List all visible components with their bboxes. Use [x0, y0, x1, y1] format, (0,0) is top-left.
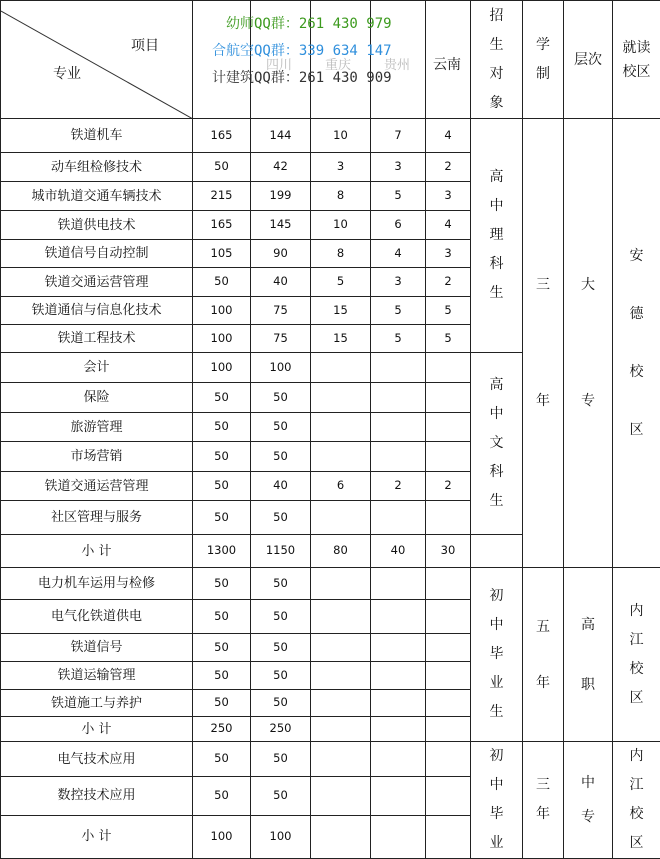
plan-total: 50: [193, 413, 251, 442]
plan-total: 100: [193, 297, 251, 325]
quota-value: 5: [371, 182, 426, 211]
quota-value: 50: [251, 600, 311, 634]
quota-value: [426, 413, 471, 442]
quota-value: [311, 568, 371, 600]
plan-total: 250: [193, 717, 251, 742]
quota-value: 2: [426, 472, 471, 501]
quota-value: [311, 662, 371, 690]
major-name: 保险: [1, 383, 193, 413]
quota-value: [311, 690, 371, 717]
target-cell: 初中毕业生: [471, 568, 523, 742]
diagonal-header-cell: [1, 1, 193, 119]
quota-value: [371, 568, 426, 600]
quota-value: 50: [251, 442, 311, 472]
quota-value: 100: [251, 353, 311, 383]
watermark-line-1: 幼师QQ群：261 430 979: [226, 13, 392, 33]
quota-value: 100: [251, 815, 311, 858]
quota-value: 2: [426, 268, 471, 297]
plan-total: 100: [193, 815, 251, 858]
quota-value: 90: [251, 240, 311, 268]
major-name: 数控技术应用: [1, 777, 193, 815]
quota-value: 199: [251, 182, 311, 211]
header-province-sichuan: 四川: [266, 54, 292, 73]
plan-total: 50: [193, 501, 251, 535]
quota-value: [371, 742, 426, 777]
major-name: 旅游管理: [1, 413, 193, 442]
quota-value: [371, 600, 426, 634]
target-cell: 初中毕业: [471, 742, 523, 859]
header-target: 招生对象: [471, 1, 523, 119]
major-name: 电力机车运用与检修: [1, 568, 193, 600]
quota-value: 75: [251, 297, 311, 325]
quota-value: [311, 634, 371, 662]
watermark-line-3: 计建筑QQ群：261 430 909: [212, 67, 392, 87]
quota-value: [371, 777, 426, 815]
quota-value: [426, 383, 471, 413]
item-label: 项目: [131, 39, 159, 53]
duration-cell: 三年: [523, 742, 564, 859]
quota-value: [426, 717, 471, 742]
plan-total: 165: [193, 119, 251, 153]
major-name: 社区管理与服务: [1, 501, 193, 535]
plan-total: 215: [193, 182, 251, 211]
plan-total: 50: [193, 690, 251, 717]
quota-value: [311, 501, 371, 535]
quota-value: 50: [251, 690, 311, 717]
header-level: 层次: [564, 1, 613, 119]
quota-value: 50: [251, 777, 311, 815]
quota-value: [311, 777, 371, 815]
major-name: 铁道施工与养护: [1, 690, 193, 717]
target-cell-empty: [471, 535, 523, 568]
major-name: 铁道交通运营管理: [1, 268, 193, 297]
quota-value: 4: [426, 211, 471, 240]
quota-value: 50: [251, 501, 311, 535]
quota-value: 3: [371, 268, 426, 297]
quota-value: 6: [371, 211, 426, 240]
quota-value: [311, 413, 371, 442]
table-row: [1, 568, 660, 600]
quota-value: 3: [426, 240, 471, 268]
quota-value: [311, 442, 371, 472]
level-cell: 高职: [564, 568, 613, 742]
level-cell: 中专: [564, 742, 613, 859]
quota-value: [426, 777, 471, 815]
duration-cell: 三年: [523, 119, 564, 568]
quota-value: [311, 815, 371, 858]
quota-value: [311, 717, 371, 742]
header-province-chongqing: 重庆: [325, 54, 351, 73]
major-name: 铁道信号: [1, 634, 193, 662]
plan-total: 1300: [193, 535, 251, 568]
quota-value: 1150: [251, 535, 311, 568]
major-name: 会计: [1, 353, 193, 383]
major-name: 电气技术应用: [1, 742, 193, 777]
major-name: 小 计: [1, 535, 193, 568]
quota-value: [371, 717, 426, 742]
quota-value: 144: [251, 119, 311, 153]
quota-value: 4: [426, 119, 471, 153]
major-name: 铁道工程技术: [1, 325, 193, 353]
plan-total: 105: [193, 240, 251, 268]
quota-value: [311, 742, 371, 777]
quota-value: 50: [251, 742, 311, 777]
quota-value: [426, 742, 471, 777]
plan-total: 100: [193, 353, 251, 383]
level-cell: 大专: [564, 119, 613, 568]
quota-value: 145: [251, 211, 311, 240]
quota-value: 2: [371, 472, 426, 501]
header-duration: 学制: [523, 1, 564, 119]
quota-value: 30: [426, 535, 471, 568]
major-name: 小 计: [1, 717, 193, 742]
plan-total: 100: [193, 325, 251, 353]
plan-total: 50: [193, 383, 251, 413]
diagonal-line: [1, 1, 193, 119]
quota-value: [426, 501, 471, 535]
table-row: [1, 119, 660, 153]
quota-value: 50: [251, 662, 311, 690]
quota-value: [371, 634, 426, 662]
quota-value: 50: [251, 413, 311, 442]
quota-value: 5: [426, 297, 471, 325]
major-name: 铁道供电技术: [1, 211, 193, 240]
plan-total: 50: [193, 662, 251, 690]
quota-value: 10: [311, 211, 371, 240]
quota-value: [371, 501, 426, 535]
quota-value: 7: [371, 119, 426, 153]
quota-value: 5: [371, 297, 426, 325]
quota-value: 15: [311, 325, 371, 353]
major-label: 专业: [53, 67, 81, 81]
major-name: 铁道通信与信息化技术: [1, 297, 193, 325]
quota-value: [371, 815, 426, 858]
quota-value: [311, 383, 371, 413]
plan-total: 165: [193, 211, 251, 240]
plan-total: 50: [193, 634, 251, 662]
quota-value: [426, 690, 471, 717]
quota-value: [371, 442, 426, 472]
major-name: 小 计: [1, 815, 193, 858]
quota-value: [426, 634, 471, 662]
plan-total: 50: [193, 568, 251, 600]
watermark-line-2: 合航空QQ群：339 634 147: [212, 40, 392, 60]
target-cell: 高中理科生: [471, 119, 523, 353]
quota-value: 75: [251, 325, 311, 353]
major-name: 电气化铁道供电: [1, 600, 193, 634]
quota-value: [371, 413, 426, 442]
plan-total: 50: [193, 268, 251, 297]
plan-total: 50: [193, 472, 251, 501]
campus-cell: 安德校区: [613, 119, 660, 568]
quota-value: 250: [251, 717, 311, 742]
quota-value: 40: [251, 268, 311, 297]
header-campus: 就读校区: [613, 1, 660, 119]
plan-total: 50: [193, 742, 251, 777]
quota-value: 3: [371, 153, 426, 182]
duration-cell: 五年: [523, 568, 564, 742]
campus-cell: 内江校区: [613, 742, 660, 859]
major-name: 铁道机车: [1, 119, 193, 153]
quota-value: 10: [311, 119, 371, 153]
quota-value: 40: [251, 472, 311, 501]
plan-total: 50: [193, 600, 251, 634]
major-name: 铁道运输管理: [1, 662, 193, 690]
major-name: 铁道交通运营管理: [1, 472, 193, 501]
quota-value: 2: [426, 153, 471, 182]
quota-value: [371, 353, 426, 383]
major-name: 动车组检修技术: [1, 153, 193, 182]
quota-value: 3: [426, 182, 471, 211]
header-province-guizhou: 贵州: [384, 54, 410, 73]
quota-value: [426, 568, 471, 600]
quota-value: 8: [311, 240, 371, 268]
quota-value: 5: [311, 268, 371, 297]
major-name: 市场营销: [1, 442, 193, 472]
plan-total: 50: [193, 777, 251, 815]
plan-total: 50: [193, 442, 251, 472]
quota-value: 8: [311, 182, 371, 211]
quota-value: 40: [371, 535, 426, 568]
quota-value: 6: [311, 472, 371, 501]
target-cell: 高中文科生: [471, 353, 523, 535]
quota-value: 50: [251, 634, 311, 662]
quota-value: 42: [251, 153, 311, 182]
campus-cell: 内江校区: [613, 568, 660, 742]
table-row: [1, 742, 660, 777]
quota-value: 50: [251, 568, 311, 600]
quota-value: [311, 600, 371, 634]
plan-total: 50: [193, 153, 251, 182]
quota-value: [426, 353, 471, 383]
quota-value: 80: [311, 535, 371, 568]
quota-value: 5: [371, 325, 426, 353]
header-province-yunnan: 云南: [433, 54, 461, 74]
quota-value: 5: [426, 325, 471, 353]
quota-value: [311, 353, 371, 383]
quota-value: [371, 662, 426, 690]
quota-value: 15: [311, 297, 371, 325]
quota-value: [426, 600, 471, 634]
major-name: 城市轨道交通车辆技术: [1, 182, 193, 211]
quota-value: [371, 690, 426, 717]
major-name: 铁道信号自动控制: [1, 240, 193, 268]
quota-value: [426, 662, 471, 690]
quota-value: [426, 815, 471, 858]
quota-value: 4: [371, 240, 426, 268]
quota-value: [426, 442, 471, 472]
quota-value: 3: [311, 153, 371, 182]
quota-value: 50: [251, 383, 311, 413]
quota-value: [371, 383, 426, 413]
